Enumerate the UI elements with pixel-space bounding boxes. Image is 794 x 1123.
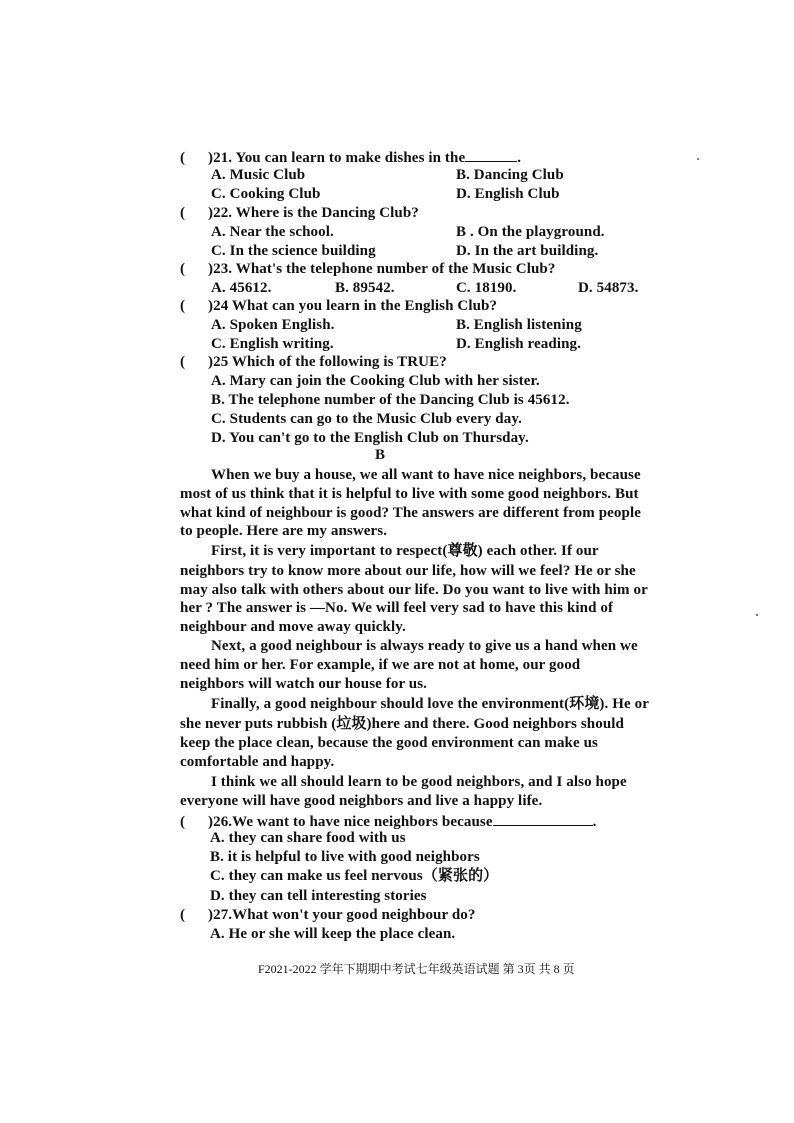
question-21: [180, 147, 521, 167]
question-26: [180, 811, 596, 831]
option: C. Cooking Club: [211, 186, 321, 202]
passage-line: may also talk with others about our life. Do you want to live with him or: [180, 582, 648, 598]
passage-line: When we buy a house, we all want to have nice neighbors, because: [211, 467, 641, 483]
passage-line: what kind of neighbour is good? The answers are different from people: [180, 505, 641, 521]
option: D. In the art building.: [456, 243, 599, 259]
option: A. Music Club: [211, 167, 306, 183]
passage-line: to people. Here are my answers.: [180, 523, 388, 539]
answer-paren: (: [180, 298, 186, 314]
passage-line: Next, a good neighbour is always ready to give us a hand when we: [211, 638, 638, 654]
option: B. English listening: [456, 317, 582, 333]
option: A. Near the school.: [211, 224, 334, 240]
question-23: [180, 260, 555, 278]
option: A. He or she will keep the place clean.: [210, 926, 456, 942]
answer-blank: [465, 147, 517, 162]
passage-line: I think we all should learn to be good neighbors, and I also hope: [211, 774, 627, 790]
answer-paren: (: [180, 150, 186, 166]
scan-speck: [756, 614, 758, 616]
option: A. Mary can join the Cooking Club with her sister.: [211, 373, 540, 389]
passage-line: First, it is very important to respect(尊敬) each other. If our: [211, 543, 599, 559]
option: C. In the science building: [211, 243, 376, 259]
option: C. English writing.: [211, 336, 334, 352]
passage-line: everyone will have good neighbors and live a happy life.: [180, 793, 543, 809]
question-24: [180, 297, 497, 315]
question-stem: )25 Which of the following is TRUE?: [208, 354, 447, 370]
passage-line: her ? The answer is —No. We will feel very sad to have this kind of: [180, 600, 614, 616]
option: C. Students can go to the Music Club every day.: [211, 411, 522, 427]
question-stem: )21. You can learn to make dishes in the: [208, 150, 466, 166]
passage-line: neighbors try to know more about our life, how will we feel? He or she: [180, 563, 636, 579]
passage-line: keep the place clean, because the good environment can make us: [180, 735, 598, 751]
answer-paren: (: [180, 907, 186, 923]
option: B. it is helpful to live with good neighbors: [210, 849, 480, 865]
passage-line: neighbour and move away quickly.: [180, 619, 406, 635]
option: D. English reading.: [456, 336, 581, 352]
option: D. 54873.: [578, 280, 639, 296]
scan-speck: [697, 158, 699, 160]
passage-line: most of us think that it is helpful to live with some good neighbors. But: [180, 486, 639, 502]
page-footer: F2021-2022 学年下期期中考试七年级英语试题 第 3页 共 8 页: [258, 962, 575, 976]
option: B. Dancing Club: [456, 167, 564, 183]
passage-line: comfortable and happy.: [180, 754, 335, 770]
option: A. 45612.: [211, 280, 272, 296]
answer-paren: (: [180, 354, 186, 370]
blank-suffix: .: [592, 814, 597, 830]
question-stem: )27.What won't your good neighbour do?: [208, 907, 476, 923]
option: B. The telephone number of the Dancing Club is 45612.: [211, 392, 570, 408]
option: D. English Club: [456, 186, 560, 202]
option: B . On the playground.: [456, 224, 605, 240]
question-stem: )22. Where is the Dancing Club?: [208, 205, 419, 221]
option: A. they can share food with us: [210, 830, 406, 846]
passage-line: Finally, a good neighbour should love the environment(环境). He or: [211, 696, 649, 712]
answer-paren: (: [180, 205, 186, 221]
option: C. 18190.: [456, 280, 517, 296]
question-stem: )26.We want to have nice neighbors because: [208, 814, 493, 830]
answer-paren: (: [180, 261, 186, 277]
answer-paren: (: [180, 814, 186, 830]
option: A. Spoken English.: [211, 317, 335, 333]
blank-suffix: .: [517, 150, 522, 166]
section-heading: B: [375, 447, 386, 463]
question-stem: )23. What's the telephone number of the Music Club?: [208, 261, 556, 277]
question-stem: )24 What can you learn in the English Club?: [208, 298, 498, 314]
option: D. they can tell interesting stories: [210, 888, 427, 904]
passage-line: she never puts rubbish (垃圾)here and there. Good neighbors should: [180, 716, 624, 732]
question-25: [180, 353, 447, 371]
option: B. 89542.: [335, 280, 395, 296]
question-22: [180, 204, 419, 222]
passage-line: need him or her. For example, if we are not at home, our good: [180, 657, 581, 673]
question-27: [180, 906, 475, 924]
option: D. You can't go to the English Club on Thursday.: [211, 430, 529, 446]
passage-line: neighbors will watch our house for us.: [180, 676, 428, 692]
option: C. they can make us feel nervous（紧张的）: [210, 868, 499, 884]
answer-blank: [493, 811, 593, 826]
